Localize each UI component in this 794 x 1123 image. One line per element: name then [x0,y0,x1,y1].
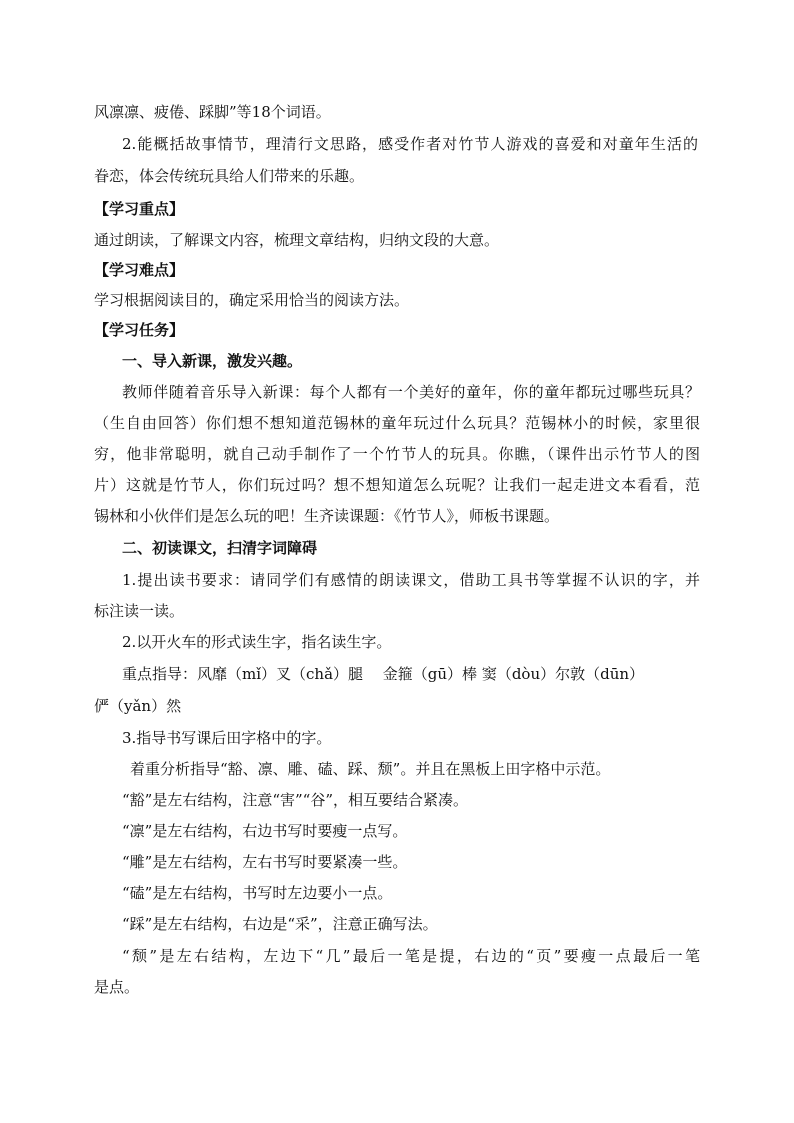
char-note: “雕”是左右结构，左右书写时要紧凑一些。 [122,853,408,871]
tasks-heading: 【学习任务】 [94,321,185,339]
char-note: “踩”是左右结构，右边是“采”，注意正确写法。 [122,915,438,933]
difficulties-text: 学习根据阅读目的，确定采用恰当的阅读方法。 [94,291,410,309]
char-note-last-line-1: “颓”是左右结构，左边下“几”最后一笔是提，右边的“页”要瘦一点最后一笔 [122,947,700,965]
section-1-line-1: 教师伴随着音乐导入新课：每个人都有一个美好的童年，你的童年都玩过哪些玩具？ [122,383,700,401]
item-2: 2.以开火车的形式读生字，指名读生字。 [122,633,392,651]
key-points-text: 通过朗读，了解课文内容，梳理文章结构，归纳文段的大意。 [94,231,500,249]
section-1-line-5: 锡林和小伙伴们是怎么玩的吧！生齐读课题：《竹节人》，师板书课题。 [94,507,560,525]
section-1-title: 一、导入新课，激发兴趣。 [122,352,303,370]
char-note-last-line-2: 是点。 [94,978,140,996]
section-1-line-4: 片）这就是竹节人，你们玩过吗？想不想知道怎么玩呢？让我们一起走进文本看看，范 [94,476,700,494]
focus-characters-line: 着重分析指导“豁、凛、雕、磕、踩、颓”。并且在黑板上田字格中示范。 [130,760,611,778]
key-points-heading: 【学习重点】 [94,200,185,218]
pronunciation-line-1: 重点指导：风靡（mǐ）叉（chǎ）腿 金箍（gū）棒 窦（dòu）尔敦（dūn） [122,665,645,683]
char-note: “豁”是左右结构，注意“害”“谷”，相互要结合紧凑。 [122,791,469,809]
item-1-line-2: 标注读一读。 [94,602,185,620]
pronunciation-line-2: 俨（yǎn）然 [94,697,182,715]
objective-2-line-2: 眷恋，体会传统玩具给人们带来的乐趣。 [94,167,365,185]
item-1-line-1: 1.提出读书要求：请同学们有感情的朗读课文，借助工具书等掌握不认识的字，并 [122,571,700,589]
char-note: “凛”是左右结构，右边书写时要瘦一点写。 [122,822,408,840]
section-1-line-2: （生自由回答）你们想不想知道范锡林的童年玩过什么玩具？范锡林小的时候，家里很 [94,414,700,432]
section-2-title: 二、初读课文，扫清字词障碍 [122,539,318,557]
char-note: “磕”是左右结构，书写时左边要小一点。 [122,884,393,902]
item-3: 3.指导书写课后田字格中的字。 [122,729,332,747]
objective-1-tail: 风凛凛、疲倦、踩脚”等18个词语。 [94,103,331,121]
objective-2-line-1: 2.能概括故事情节，理清行文思路，感受作者对竹节人游戏的喜爱和对童年生活的 [122,135,698,153]
difficulties-heading: 【学习难点】 [94,261,185,279]
section-1-line-3: 穷，他非常聪明，就自己动手制作了一个竹节人的玩具。你瞧，（课件出示竹节人的图 [94,445,700,463]
